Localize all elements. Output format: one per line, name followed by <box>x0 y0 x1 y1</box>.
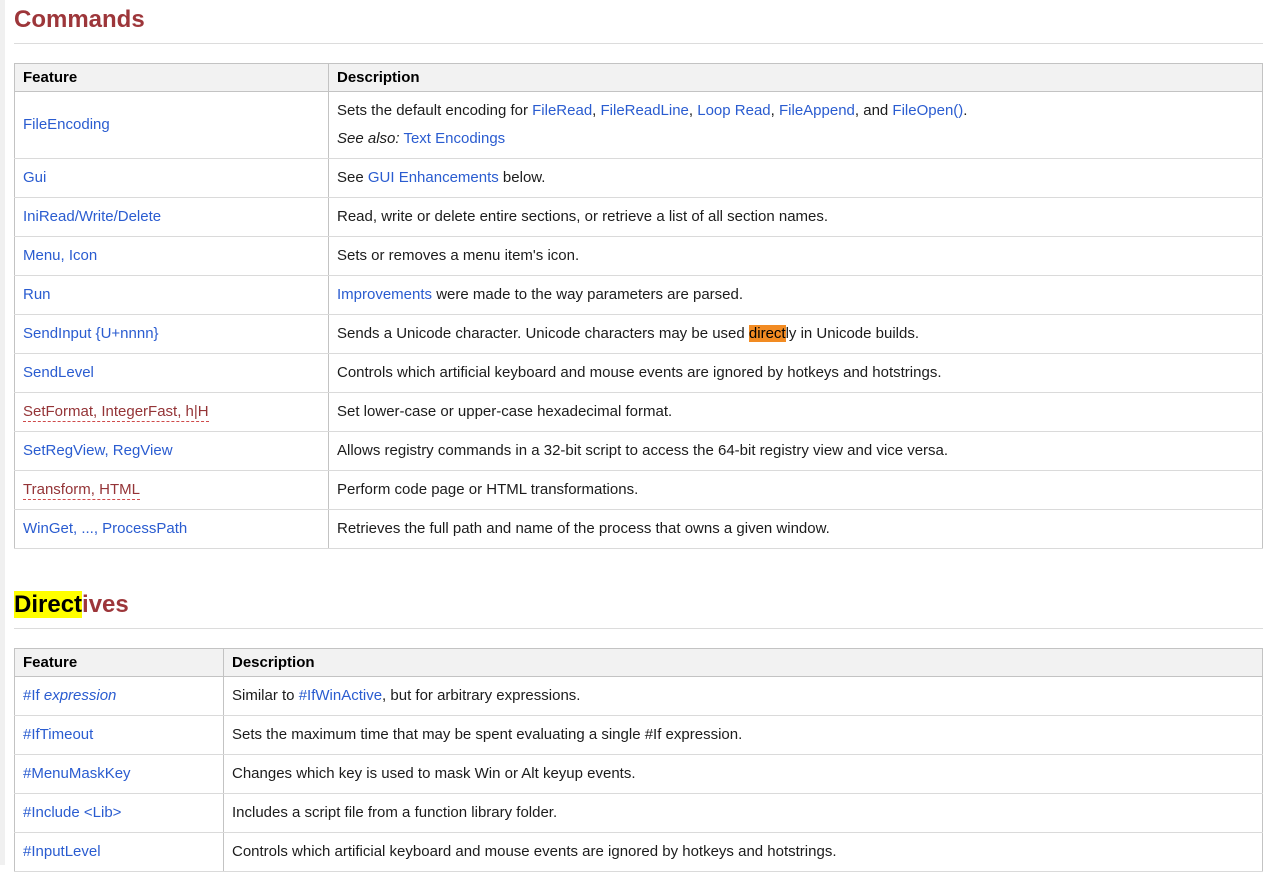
feature-cell <box>15 276 329 315</box>
description-cell <box>329 92 1263 159</box>
text: , <box>688 102 698 119</box>
text: Retrieves the full path and name of the process that owns a given window. <box>337 520 830 537</box>
text: Sends a Unicode character. Unicode characters may be used <box>337 325 749 342</box>
description-line <box>337 205 1254 229</box>
header-row <box>15 64 1263 92</box>
feature-cell <box>15 677 224 716</box>
commands-table <box>14 63 1263 549</box>
feature-cell <box>15 92 329 159</box>
column-header-description: Description <box>329 64 1263 92</box>
text: Perform code page or HTML transformations. <box>337 481 639 498</box>
find-highlight-active-icon: direct <box>748 325 786 342</box>
description-cell <box>329 393 1263 432</box>
commands-heading <box>14 2 1263 34</box>
link[interactable]: FileReadLine <box>600 102 689 119</box>
link[interactable]: SetRegView, RegView <box>23 442 173 459</box>
description-cell <box>329 432 1263 471</box>
text: See also: <box>337 130 400 147</box>
link[interactable]: expression <box>43 687 117 704</box>
link[interactable]: Menu, Icon <box>23 247 98 264</box>
description-line <box>232 762 1254 786</box>
link[interactable]: SendLevel <box>23 364 94 381</box>
text: Commands <box>14 6 145 33</box>
column-header-description: Description <box>224 649 1263 677</box>
feature-cell <box>15 354 329 393</box>
text: Allows registry commands in a 32-bit script to access the 64-bit registry view and vice versa. <box>337 442 949 459</box>
text: ly in Unicode builds. <box>785 325 919 342</box>
description-line <box>337 283 1254 307</box>
directives-heading <box>14 587 1263 619</box>
link[interactable]: Improvements <box>337 286 433 303</box>
text: , and <box>854 102 893 119</box>
text: Sets the default encoding for <box>337 102 533 119</box>
description-cell <box>224 716 1263 755</box>
table-row <box>15 833 1263 872</box>
link[interactable]: FileOpen() <box>892 102 964 119</box>
text: Read, write or delete entire sections, or retrieve a list of all section names. <box>337 208 829 225</box>
feature-cell <box>15 510 329 549</box>
table-row <box>15 677 1263 716</box>
description-line <box>337 400 1254 424</box>
description-line <box>232 723 1254 747</box>
feature-cell <box>15 393 329 432</box>
text: , <box>770 102 779 119</box>
link[interactable]: #Include <Lib> <box>23 804 122 821</box>
table-row <box>15 237 1263 276</box>
text: , <box>592 102 601 119</box>
column-header-feature: Feature <box>15 64 329 92</box>
description-line <box>232 684 1254 708</box>
text: Similar to <box>232 687 299 704</box>
description-line <box>337 244 1254 268</box>
description-line <box>232 801 1254 825</box>
link[interactable]: Run <box>23 286 51 303</box>
visited-link[interactable]: Transform, HTML <box>23 481 140 498</box>
link[interactable]: GUI Enhancements <box>367 169 499 186</box>
table-row <box>15 755 1263 794</box>
link[interactable]: #If <box>23 687 44 704</box>
feature-cell <box>15 315 329 354</box>
description-cell <box>329 315 1263 354</box>
feature-cell <box>15 833 224 872</box>
text: Controls which artificial keyboard and mouse events are ignored by hotkeys and hotstrings. <box>337 364 942 381</box>
feature-cell <box>15 159 329 198</box>
link[interactable]: #IfTimeout <box>23 726 94 743</box>
description-cell <box>329 276 1263 315</box>
header-row <box>15 649 1263 677</box>
visited-link[interactable]: SetFormat, IntegerFast, h|H <box>23 403 209 420</box>
description-line <box>337 166 1254 190</box>
description-cell <box>224 794 1263 833</box>
description-cell <box>329 471 1263 510</box>
section-directives <box>14 587 1263 872</box>
column-header-feature: Feature <box>15 649 224 677</box>
text: Changes which key is used to mask Win or Alt keyup events. <box>232 765 636 782</box>
description-line <box>337 127 1254 151</box>
feature-cell <box>15 471 329 510</box>
link[interactable]: FileRead <box>532 102 593 119</box>
description-line <box>232 840 1254 864</box>
table-row <box>15 471 1263 510</box>
feature-cell <box>15 198 329 237</box>
description-cell <box>329 237 1263 276</box>
description-line <box>337 99 1254 123</box>
divider <box>14 628 1263 629</box>
link[interactable]: #IfWinActive <box>298 687 383 704</box>
directives-table <box>14 648 1263 872</box>
description-cell <box>329 354 1263 393</box>
description-cell <box>329 510 1263 549</box>
description-cell <box>224 755 1263 794</box>
link[interactable]: IniRead/Write/Delete <box>23 208 162 225</box>
text: Sets or removes a menu item's icon. <box>337 247 580 264</box>
feature-cell <box>15 755 224 794</box>
link[interactable]: WinGet, ..., ProcessPath <box>23 520 188 537</box>
table-row <box>15 315 1263 354</box>
section-commands <box>14 2 1263 549</box>
link[interactable]: SendInput {U+nnnn} <box>23 325 159 342</box>
divider <box>14 43 1263 44</box>
table-row <box>15 159 1263 198</box>
link[interactable]: Loop Read <box>697 102 771 119</box>
text: Set lower-case or upper-case hexadecimal format. <box>337 403 673 420</box>
text: Sets the maximum time that may be spent evaluating a single #If expression. <box>232 726 743 743</box>
description-cell <box>224 677 1263 716</box>
text: See <box>337 169 368 186</box>
text: , but for arbitrary expressions. <box>382 687 581 704</box>
feature-cell <box>15 716 224 755</box>
description-cell <box>329 159 1263 198</box>
link[interactable]: Text Encodings <box>403 130 506 147</box>
text: . <box>963 102 968 119</box>
text: were made to the way parameters are parsed. <box>432 286 744 303</box>
text: below. <box>498 169 546 186</box>
feature-cell <box>15 794 224 833</box>
text: ives <box>82 591 129 618</box>
description-line <box>337 478 1254 502</box>
table-row <box>15 432 1263 471</box>
description-line <box>337 439 1254 463</box>
feature-cell <box>15 237 329 276</box>
feature-cell <box>15 432 329 471</box>
link[interactable]: FileEncoding <box>23 116 110 133</box>
description-line <box>337 322 1254 346</box>
find-highlight: Direct <box>14 591 83 618</box>
table-row <box>15 794 1263 833</box>
link[interactable]: #InputLevel <box>23 843 101 860</box>
description-line <box>337 517 1254 541</box>
table-row <box>15 92 1263 159</box>
table-row <box>15 393 1263 432</box>
link[interactable]: Gui <box>23 169 47 186</box>
description-cell <box>224 833 1263 872</box>
table-row <box>15 276 1263 315</box>
link[interactable]: #MenuMaskKey <box>23 765 131 782</box>
text: Includes a script file from a function library folder. <box>232 804 558 821</box>
link[interactable]: FileAppend <box>779 102 855 119</box>
description-line <box>337 361 1254 385</box>
table-row <box>15 510 1263 549</box>
description-cell <box>329 198 1263 237</box>
table-row <box>15 198 1263 237</box>
text: Controls which artificial keyboard and mouse events are ignored by hotkeys and hotstrings. <box>232 843 837 860</box>
left-edge-strip <box>0 0 5 865</box>
table-row <box>15 354 1263 393</box>
table-row <box>15 716 1263 755</box>
